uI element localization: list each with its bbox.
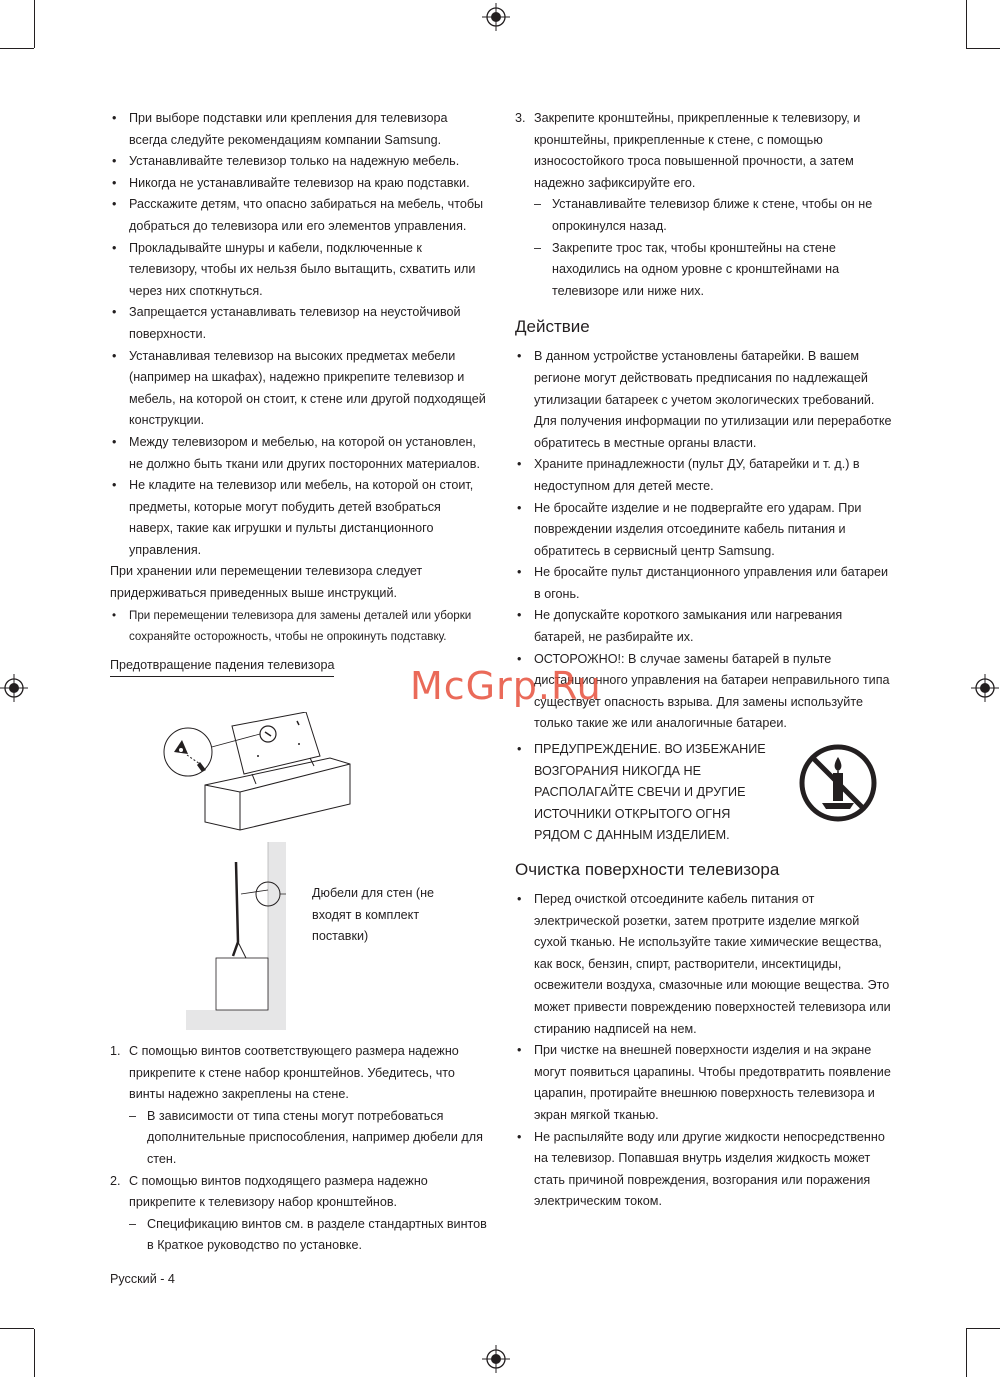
list-item xyxy=(110,1171,488,1257)
list-item: • Прокладывайте шнуры и кабели, подключенные к телевизору, чтобы их нельзя было вытащить, схватить или через них споткнуться. xyxy=(110,238,488,303)
step-number: 1. xyxy=(110,1044,121,1058)
crop-mark xyxy=(966,0,967,48)
subheading-prevent-fall: Предотвращение падения телевизора xyxy=(110,655,334,677)
list-item: – Спецификацию винтов см. в разделе стандартных винтов в Краткое руководство по установке. xyxy=(129,1214,488,1257)
section-title-action: Действие xyxy=(515,317,590,337)
list-item: • Не кладите на телевизор или мебель, на которой он стоит, предметы, которые могут побудить детей взобраться наверх, такие как игрушки и пульты дистанционного управления. xyxy=(110,475,488,561)
step-sublist xyxy=(129,1214,488,1257)
list-item: • Устанавливайте телевизор только на надежную мебель. xyxy=(110,151,488,173)
crop-mark xyxy=(34,0,35,48)
crop-mark xyxy=(0,1328,34,1329)
list-item: • ОСТОРОЖНО!: В случае замены батарей в пульте дистанционного управления на батареи неправильного типа существует опасность взрыва. Для замены используйте только такие же или аналогичные батареи. xyxy=(515,649,893,735)
step-sublist xyxy=(129,1106,488,1171)
step-number: 3. xyxy=(515,111,526,125)
wall-anchor-label: Дюбели для стен (не входят в комплект поставки) xyxy=(312,886,435,944)
crop-mark xyxy=(0,48,34,49)
list-item: • При чистке на внешней поверхности изделия и на экране могут появиться царапины. Чтобы предотвратить появление царапин, протирайте внешнюю поверхность телевизора и экран мягкой тканью. xyxy=(515,1040,893,1126)
registration-mark-icon xyxy=(482,3,510,31)
left-column xyxy=(110,108,488,648)
list-item: • Запрещается устанавливать телевизор на неустойчивой поверхности. xyxy=(110,302,488,345)
list-item: • Расскажите детям, что опасно забираться на мебель, чтобы добраться до телевизора или его элементов управления. xyxy=(110,194,488,237)
registration-mark-icon xyxy=(0,674,28,702)
storage-bullet-list xyxy=(110,605,488,648)
step-number: 2. xyxy=(110,1173,121,1188)
numbered-steps xyxy=(515,108,893,302)
list-item: • В данном устройстве установлены батарейки. В вашем регионе могут действовать предписания по надлежащей утилизации батареек с учетом экологических требований. Для получения информации по утилизации или переработке обратитесь в местные органы власти. xyxy=(515,346,893,454)
list-item xyxy=(110,1041,488,1171)
list-item: • Не бросайте изделие и не подвергайте его ударам. При повреждении изделия отсоедините кабель питания и обратитесь в сервисный центр Samsung. xyxy=(515,498,893,563)
list-item: • Храните принадлежности (пульт ДУ, батарейки и т. д.) в недоступном для детей месте. xyxy=(515,454,893,497)
list-item: – В зависимости от типа стены могут потребоваться дополнительные приспособления, например дюбели для стен. xyxy=(129,1106,488,1171)
mount-steps xyxy=(110,1041,488,1257)
fire-warning-row xyxy=(515,739,893,847)
page-footer: Русский - 4 xyxy=(110,1272,175,1286)
crop-mark xyxy=(34,1329,35,1377)
crop-mark xyxy=(966,1329,967,1377)
list-item: • Не допускайте короткого замыкания или нагревания батарей, не разбирайте их. xyxy=(515,605,893,648)
fire-warning-list xyxy=(515,739,777,847)
list-item: • При выборе подставки или крепления для телевизора всегда следуйте рекомендациям компании Samsung. xyxy=(110,108,488,151)
list-item: – Устанавливайте телевизор ближе к стене, чтобы он не опрокинулся назад. xyxy=(534,194,893,237)
storage-paragraph: При хранении или перемещении телевизора следует придерживаться приведенных выше инструкций. xyxy=(110,564,423,601)
list-item: • ПРЕДУПРЕЖДЕНИЕ. ВО ИЗБЕЖАНИЕ ВОЗГОРАНИЯ НИКОГДА НЕ РАСПОЛАГАЙТЕ СВЕЧИ И ДРУГИЕ ИСТОЧНИКИ ОТКРЫТОГО ОГНЯ РЯДОМ С ДАННЫМ ИЗДЕЛИЕМ. xyxy=(515,739,777,847)
crop-mark xyxy=(966,1328,1000,1329)
list-item: • Перед очисткой отсоедините кабель питания от электрической розетки, затем протрите изделие мягкой сухой тканью. Не используйте такие химические вещества, как воск, бензин, спирт, растворители, инсектициды, освежители воздуха, смазочные или моющие вещества. Это может привести повреждению поверхностей телевизора или стиранию надписей на нем. xyxy=(515,889,893,1040)
step-text: С помощью винтов подходящего размера надежно прикрепите к телевизору набор кронштейнов. xyxy=(129,1173,428,1210)
registration-mark-icon xyxy=(482,1345,510,1373)
crop-mark xyxy=(966,48,1000,49)
step-text: С помощью винтов соответствующего размера надежно прикрепите к стене набор кронштейнов. Убедитесь, что винты надежно закреплены на стене. xyxy=(129,1044,459,1102)
watermark-text: McGrp.Ru xyxy=(410,664,602,708)
section-title-cleaning: Очистка поверхности телевизора xyxy=(515,860,780,879)
step-text: Закрепите кронштейны, прикрепленные к телевизору, и кронштейны, прикрепленные к стене, с помощью износостойкого троса повышенной прочности, а затем надежно зафиксируйте его. xyxy=(534,111,861,190)
right-column xyxy=(515,108,893,1213)
list-item: • Устанавливая телевизор на высоких предметах мебели (например на шкафах), надежно прикрепите телевизор и мебель, на которой он стоит, к стене или другой подходящей конструкции. xyxy=(110,346,488,432)
list-item: • Между телевизором и мебелью, на которой он установлен, не должно быть ткани или других посторонних материалов. xyxy=(110,432,488,475)
list-item xyxy=(515,108,893,302)
tv-bracket-illustration xyxy=(160,712,370,836)
registration-mark-icon xyxy=(971,674,999,702)
numbered-steps xyxy=(110,1041,488,1257)
list-item: • Не распыляйте воду или другие жидкости непосредственно на телевизор. Попавшая внутрь изделия жидкость может стать причиной повреждения, возгорания или поражения электрическим током. xyxy=(515,1127,893,1213)
wall-side-view-illustration xyxy=(186,842,286,1030)
no-open-flame-icon xyxy=(798,743,878,823)
cleaning-bullet-list xyxy=(515,889,893,1213)
list-item: • При перемещении телевизора для замены деталей или уборки сохраняйте осторожность, чтобы не опрокинуть подставку. xyxy=(110,605,488,648)
list-item: – Закрепите трос так, чтобы кронштейны на стене находились на одном уровне с кронштейнами на телевизоре или ниже них. xyxy=(534,238,893,303)
safety-bullet-list xyxy=(110,108,488,561)
list-item: • Не бросайте пульт дистанционного управления или батареи в огонь. xyxy=(515,562,893,605)
step-sublist xyxy=(534,194,893,302)
list-item: • Никогда не устанавливайте телевизор на краю подставки. xyxy=(110,173,488,195)
